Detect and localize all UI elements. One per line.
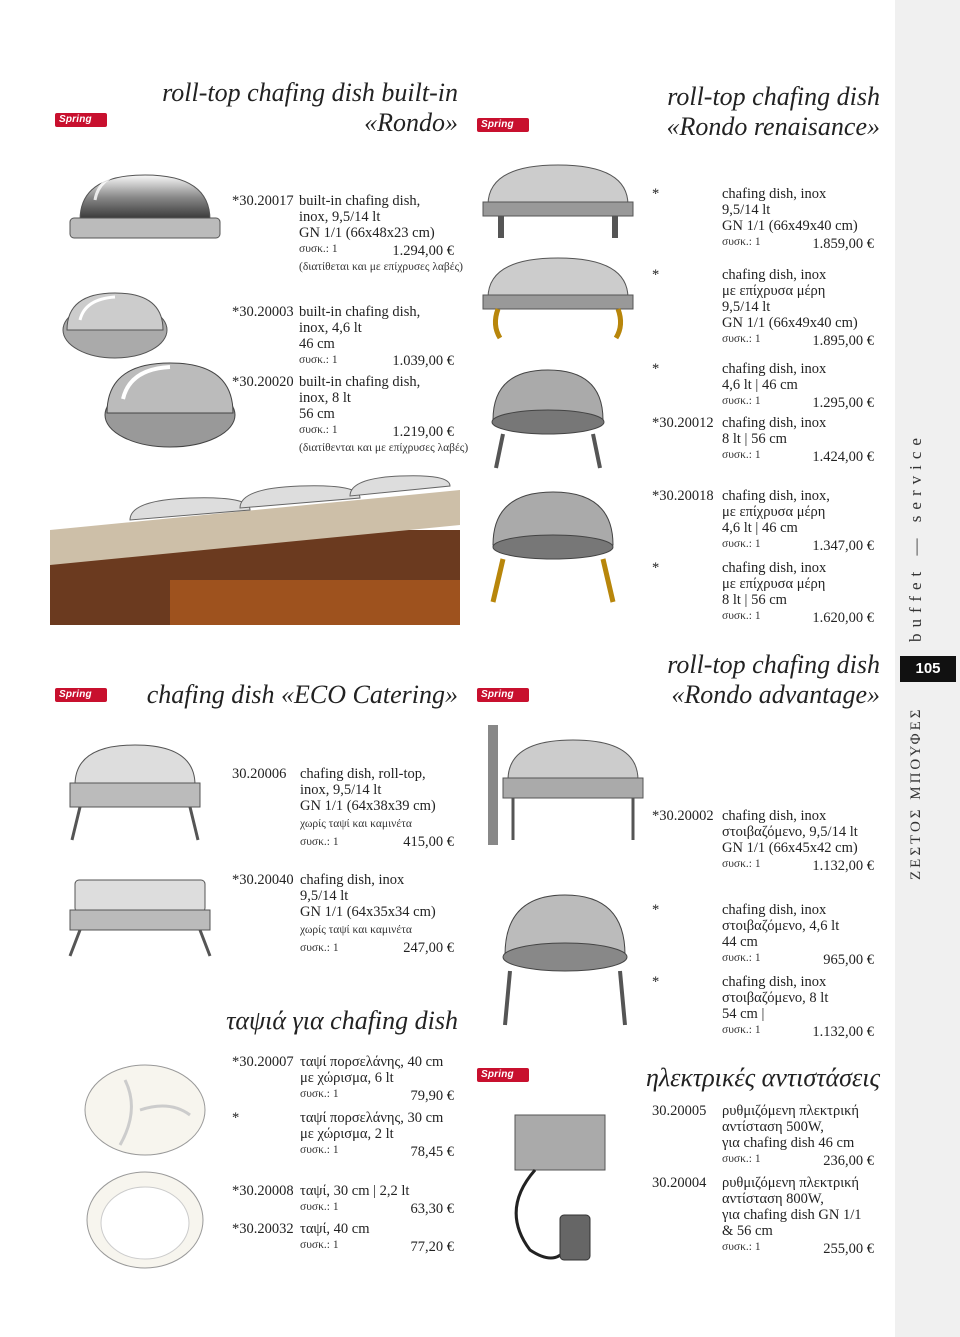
- product-t1: *30.20007 ταψί πορσελάνης, 40 cm με χώρισμα, 6 lt συσκ.: 1 79,90 €: [232, 1054, 454, 1104]
- product-t4: *30.20032 ταψί, 40 cm συσκ.: 1 77,20 €: [232, 1221, 454, 1255]
- product-a2: * chafing dish, inox στοιβαζόμενο, 4,6 lt 44 cm συσκ.: 1 965,00 €: [652, 902, 874, 968]
- product-r2: *30.20003 built-in chafing dish, inox, 4,6 lt 46 cm συσκ.: 1 1.039,00 €: [232, 304, 454, 369]
- product-n4: *30.20012 chafing dish, inox 8 lt | 56 cm συσκ.: 1 1.424,00 €: [652, 415, 874, 465]
- section-title-advantage: roll-top chafing dish «Rondo advantage»: [667, 650, 880, 709]
- product-n3: * chafing dish, inox 4,6 lt | 46 cm συσκ.: 1 1.295,00 €: [652, 361, 874, 411]
- brand-logo: Spring: [55, 688, 107, 702]
- product-image-tray-round: [80, 1165, 210, 1275]
- product-h1: 30.20005 ρυθμιζόμενη πλεκτρική αντίσταση 500W, για chafing dish 46 cm συσκ.: 1 236,00 €: [652, 1103, 874, 1169]
- product-image-buffet-counter: [50, 470, 460, 625]
- product-image-renaisance-2: [478, 240, 638, 340]
- product-n1: * chafing dish, inox 9,5/14 lt GN 1/1 (66x49x40 cm) συσκ.: 1 1.859,00 €: [652, 186, 874, 252]
- section-title-rondo: roll-top chafing dish built-in «Rondo»: [162, 78, 458, 137]
- product-n5: *30.20018 chafing dish, inox, με επίχρυσα μέρη 4,6 lt | 46 cm συσκ.: 1 1.347,00 €: [652, 488, 874, 554]
- product-image-renaisance-1: [478, 150, 638, 240]
- side-text-bottom: ΖΕΣΤΟΣ ΜΠΟΥΦΕΣ: [908, 706, 924, 880]
- brand-logo: Spring: [477, 1068, 529, 1082]
- product-e2: *30.20040 chafing dish, inox 9,5/14 lt GN 1/1 (64x35x34 cm) χωρίς ταψί και καμινέτα συσκ.: 1 247,00 €: [232, 872, 454, 956]
- product-image-rondo-round: [55, 285, 175, 365]
- product-image-advantage-1: [478, 720, 648, 850]
- product-e1: 30.20006 chafing dish, roll-top, inox, 9,5/14 lt GN 1/1 (64x38x39 cm) χωρίς ταψί και καμινέτα συσκ.: 1 415,00 €: [232, 766, 454, 850]
- brand-logo: Spring: [477, 118, 529, 132]
- product-a1: *30.20002 chafing dish, inox στοιβαζόμενο, 9,5/14 lt GN 1/1 (66x45x42 cm) συσκ.: 1 1.132,00 €: [652, 808, 874, 874]
- product-image-renaisance-4: [478, 480, 628, 610]
- product-code: *30.20017: [232, 193, 294, 209]
- price: 1.294,00 €: [392, 243, 454, 259]
- product-t2: * ταψί πορσελάνης, 30 cm με χώρισμα, 2 lt συσκ.: 1 78,45 €: [232, 1110, 454, 1160]
- product-n6: * chafing dish, inox με επίχρυσα μέρη 8 lt | 56 cm συσκ.: 1 1.620,00 €: [652, 560, 874, 626]
- page-number: 105: [900, 656, 956, 682]
- side-text-top: buffet — service: [906, 432, 925, 642]
- product-image-tray-divided: [80, 1060, 210, 1160]
- product-image-rondo-large: [60, 150, 230, 270]
- product-image-eco-2: [60, 860, 220, 960]
- product-n2: * chafing dish, inox με επίχρυσα μέρη 9,5/14 lt GN 1/1 (66x49x40 cm) συσκ.: 1 1.895,00 €: [652, 267, 874, 349]
- product-image-renaisance-3: [478, 360, 618, 475]
- product-image-advantage-2: [485, 875, 645, 1035]
- section-title-tapsia: ταψιά για chafing dish: [226, 1006, 458, 1035]
- product-image-eco-1: [60, 735, 210, 845]
- product-a3: * chafing dish, inox στοιβαζόμενο, 8 lt 54 cm | συσκ.: 1 1.132,00 €: [652, 974, 874, 1040]
- product-h2: 30.20004 ρυθμιζόμενη πλεκτρική αντίσταση 800W, για chafing dish GN 1/1 & 56 cm συσκ.: 1 255,00 €: [652, 1175, 874, 1257]
- product-image-rondo-round-large: [95, 355, 245, 455]
- product-r3: *30.20020 built-in chafing dish, inox, 8 lt 56 cm συσκ.: 1 (διατίθενται και με επίχρυσες λαβές) 1.219,00 €: [232, 374, 469, 454]
- product-image-heater: [490, 1100, 630, 1270]
- product-r1: *30.20017 built-in chafing dish, inox, 9,5/14 lt GN 1/1 (66x48x23 cm) συσκ.: 1 (διατίθεται και με επίχρυσες λαβές) 1.294,00 €: [232, 193, 463, 273]
- section-title-renaisance: roll-top chafing dish «Rondo renaisance»: [666, 82, 880, 141]
- product-t3: *30.20008 ταψί, 30 cm | 2,2 lt συσκ.: 1 63,30 €: [232, 1183, 454, 1217]
- section-title-heaters: ηλεκτρικές αντιστάσεις: [646, 1063, 880, 1092]
- brand-logo: Spring: [477, 688, 529, 702]
- section-title-eco: chafing dish «ECO Catering»: [146, 680, 458, 709]
- brand-logo: Spring: [55, 113, 107, 127]
